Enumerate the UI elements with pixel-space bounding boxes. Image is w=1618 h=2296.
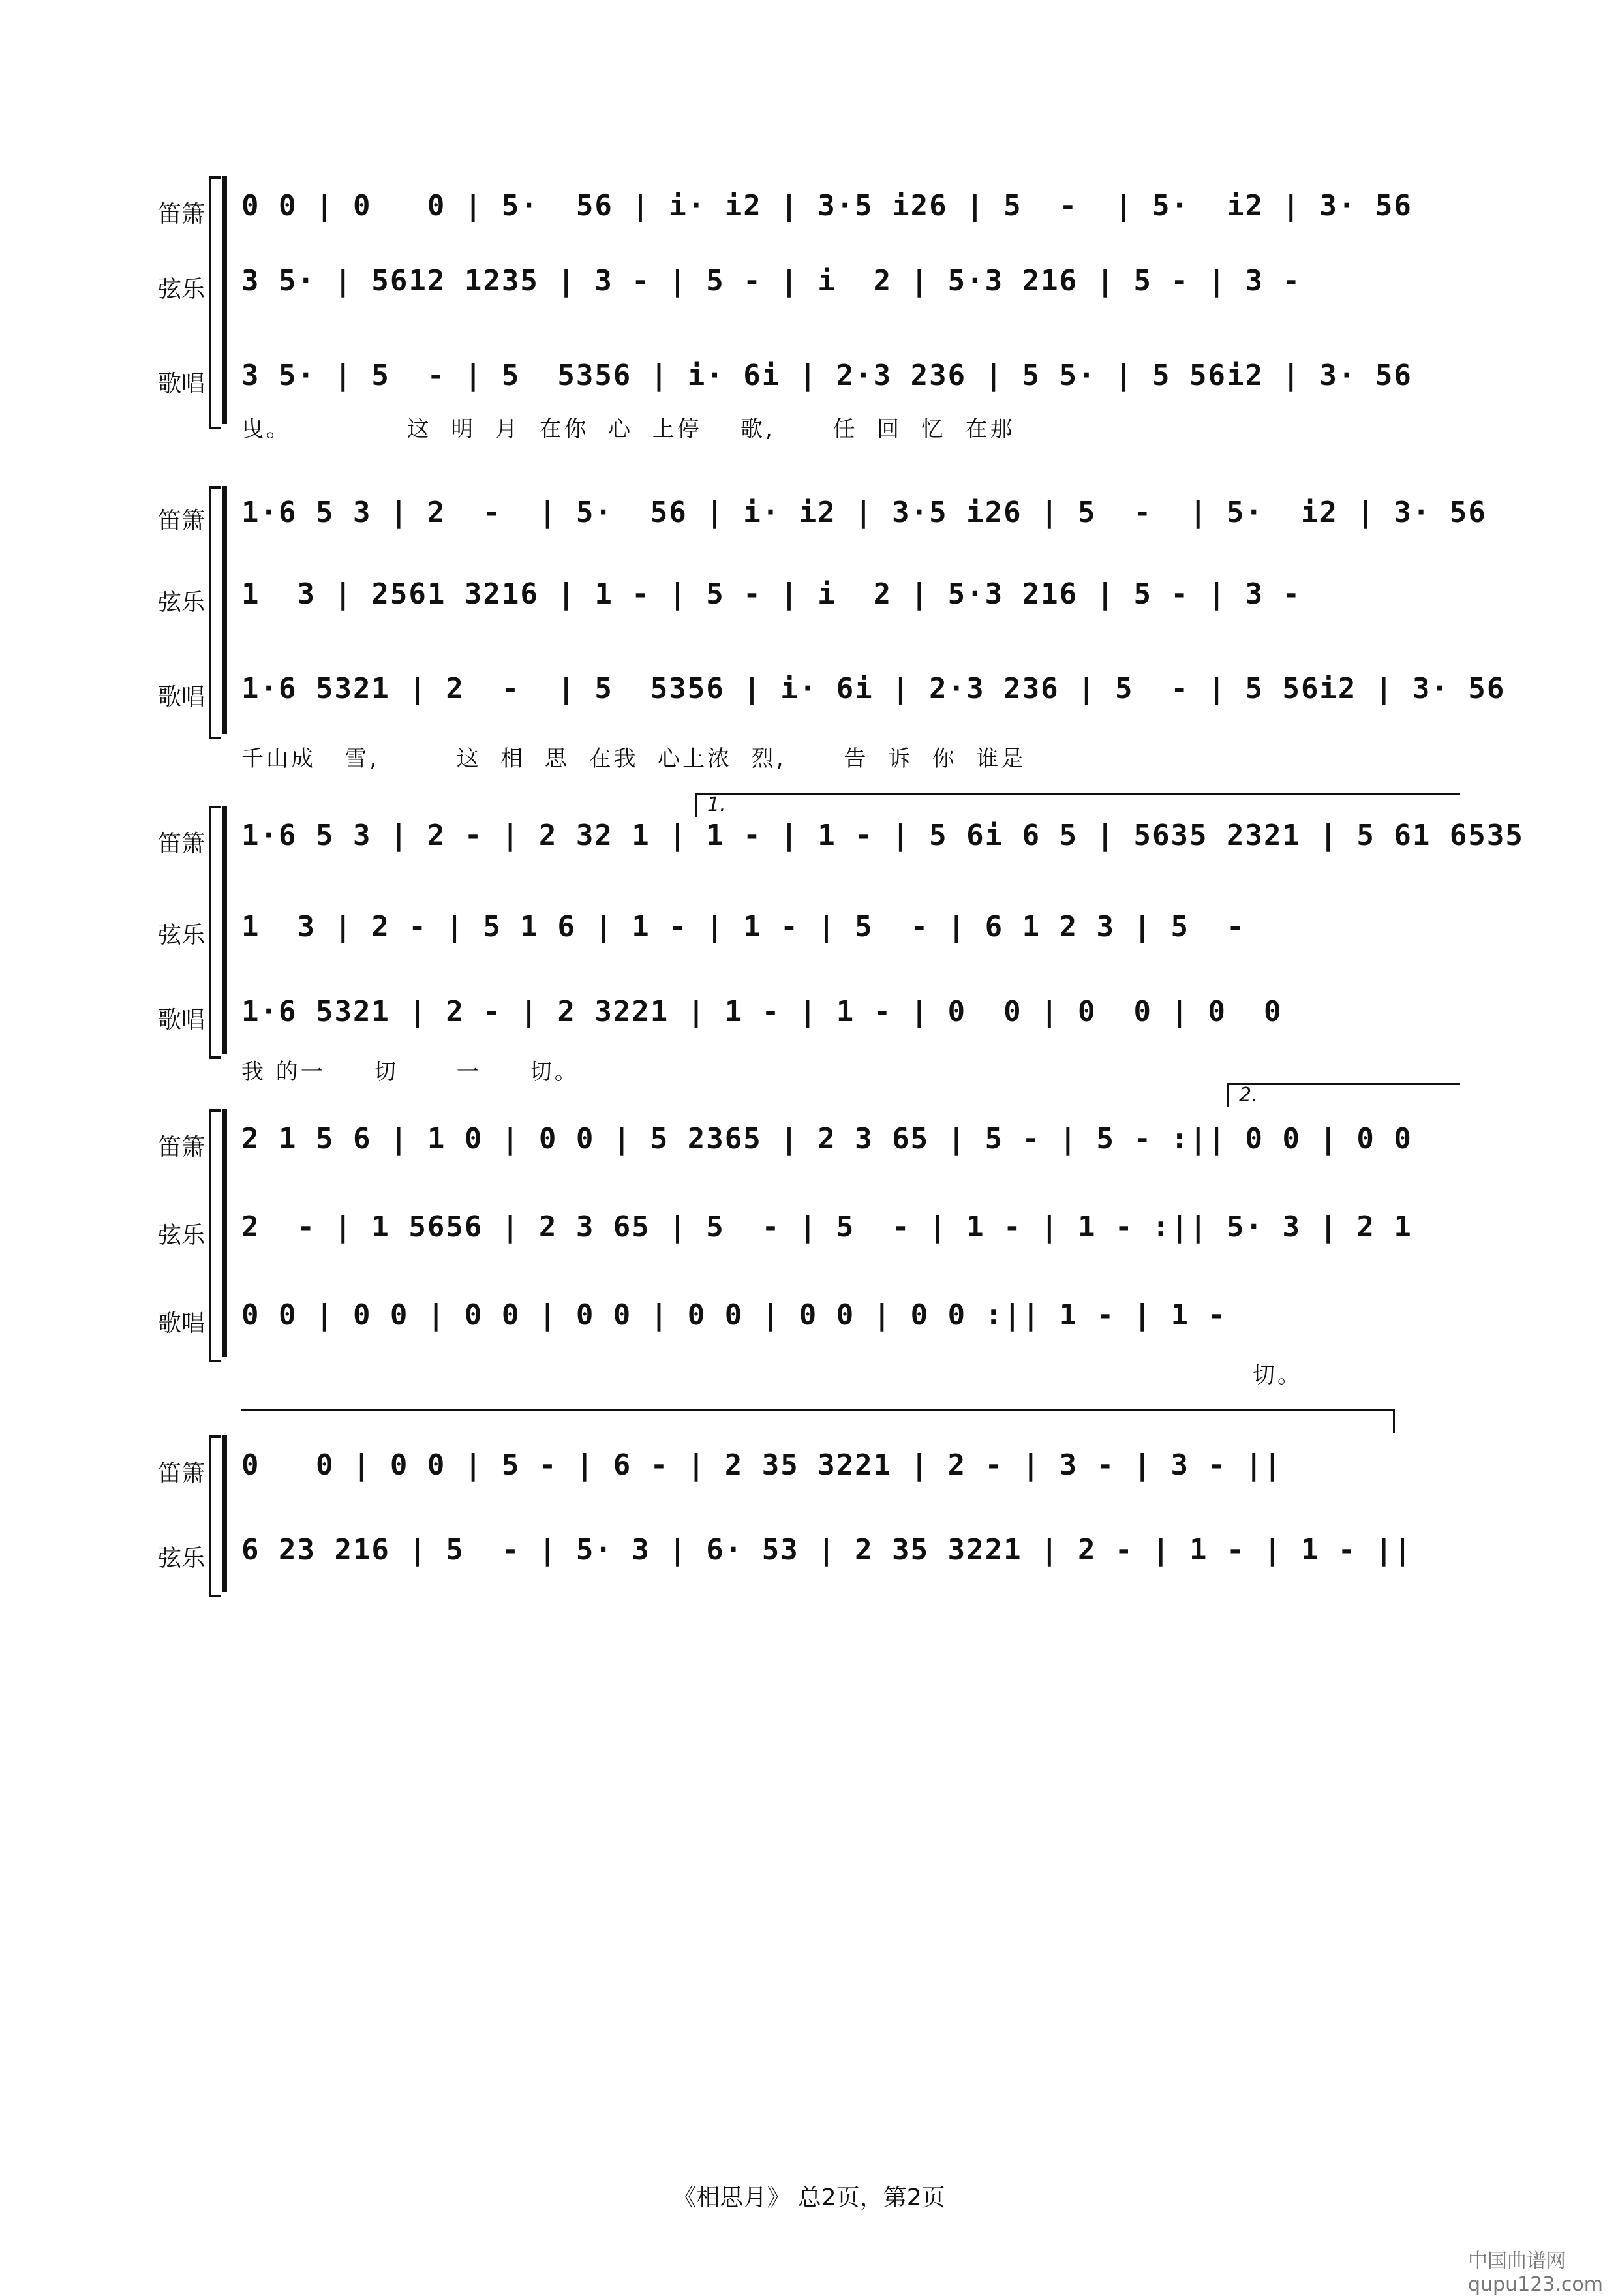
- staff-flute: [241, 489, 1487, 535]
- label-flute: 笛箫: [157, 1460, 205, 1487]
- staff-strings: [241, 1204, 1412, 1249]
- notation-flute: 0 0 | 0 0 | 5· 56 | i· i2 | 3·5 i26 | 5 - | 5· i2 | 3· 56: [241, 189, 1412, 222]
- system-bracket: [209, 1435, 221, 1597]
- notation-strings: 6 23 216 | 5 - | 5· 3 | 6· 53 | 2 35 3221 | 2 - | 1 - | 1 - ||: [241, 1533, 1412, 1567]
- staff-vocal: [241, 988, 1282, 1034]
- label-strings: 弦乐: [157, 589, 205, 616]
- label-vocal: 歌唱: [157, 1310, 205, 1337]
- notation-vocal: 1·6 5321 | 2 - | 5 5356 | i· 6i | 2·3 236 | 5 - | 5 56i2 | 3· 56: [241, 671, 1506, 705]
- label-flute: 笛箫: [157, 508, 205, 534]
- volta-label: 1.: [707, 793, 726, 816]
- notation-strings: 2 - | 1 5656 | 2 3 65 | 5 - | 5 - | 1 - | 1 - :|| 5· 3 | 2 1: [241, 1210, 1412, 1244]
- site-watermark: 中国曲谱网 qupu123.com: [1468, 2250, 1603, 2296]
- label-strings: 弦乐: [157, 922, 205, 949]
- label-flute: 笛箫: [157, 1134, 205, 1161]
- system-bracket: [209, 176, 221, 429]
- score-system-1: [0, 170, 1618, 442]
- staff-flute: [241, 183, 1412, 228]
- system-barline: [222, 176, 227, 424]
- notation-flute: 0 0 | 0 0 | 5 - | 6 - | 2 35 3221 | 2 - | 3 - | 3 - ||: [241, 1448, 1283, 1482]
- notation-flute: 2 1 5 6 | 1 0 | 0 0 | 5 2365 | 2 3 65 | 5 - | 5 - :|| 0 0 | 0 0: [241, 1122, 1412, 1156]
- notation-strings: 1 3 | 2561 3216 | 1 - | 5 - | i 2 | 5·3 216 | 5 - | 3 -: [241, 577, 1301, 611]
- staff-strings: [241, 1527, 1412, 1572]
- label-vocal: 歌唱: [157, 1007, 205, 1033]
- system-barline: [222, 1435, 227, 1592]
- second-ending-bracket: [1227, 1083, 1460, 1107]
- notation-flute: 1·6 5 3 | 2 - | 5· 56 | i· i2 | 3·5 i26 | 5 - | 5· i2 | 3· 56: [241, 495, 1487, 529]
- label-strings: 弦乐: [157, 1222, 205, 1249]
- score-system-4: [0, 1083, 1618, 1390]
- notation-vocal: 1·6 5321 | 2 - | 2 3221 | 1 - | 1 - | 0 0 | 0 0 | 0 0: [241, 994, 1283, 1028]
- volta-label: 2.: [1239, 1084, 1258, 1107]
- score-system-3: [0, 793, 1618, 1085]
- staff-flute: [241, 812, 1524, 858]
- label-strings: 弦乐: [157, 276, 205, 303]
- system-bracket: [209, 486, 221, 739]
- staff-flute: [241, 1442, 1282, 1488]
- label-vocal: 歌唱: [157, 371, 205, 397]
- system-barline: [222, 486, 227, 734]
- staff-flute: [241, 1116, 1412, 1161]
- label-flute: 笛箫: [157, 201, 205, 228]
- lyrics-line: 切。: [1253, 1362, 1302, 1388]
- slur-bracket: [241, 1409, 1395, 1433]
- lyrics-line: 我 的一 切 一 切。: [241, 1059, 579, 1085]
- notation-strings: 3 5· | 5612 1235 | 3 - | 5 - | i 2 | 5·3 216 | 5 - | 3 -: [241, 264, 1301, 298]
- label-strings: 弦乐: [157, 1545, 205, 1572]
- system-barline: [222, 806, 227, 1054]
- staff-vocal: [241, 352, 1412, 398]
- staff-strings: [241, 258, 1301, 303]
- page-footer: 《相思月》 总2页，第2页: [673, 2184, 945, 2211]
- notation-strings: 1 3 | 2 - | 5 1 6 | 1 - | 1 - | 5 - | 6 1 2 3 | 5 -: [241, 910, 1245, 943]
- notation-vocal: 3 5· | 5 - | 5 5356 | i· 6i | 2·3 236 | 5 5· | 5 56i2 | 3· 56: [241, 358, 1412, 392]
- system-barline: [222, 1109, 227, 1357]
- notation-vocal: 0 0 | 0 0 | 0 0 | 0 0 | 0 0 | 0 0 | 0 0 :|| 1 - | 1 -: [241, 1298, 1227, 1332]
- staff-strings: [241, 904, 1245, 949]
- lyrics-line: 曳。 这 明 月 在你 心 上停 歌, 任 回 忆 在那: [241, 416, 1015, 442]
- staff-strings: [241, 571, 1301, 617]
- staff-vocal: [241, 666, 1505, 711]
- system-bracket: [209, 806, 221, 1059]
- system-bracket: [209, 1109, 221, 1362]
- lyrics-line: 千山成 雪, 这 相 思 在我 心上浓 烈, 告 诉 你 谁是: [241, 746, 1026, 772]
- label-vocal: 歌唱: [157, 684, 205, 711]
- notation-flute: 1·6 5 3 | 2 - | 2 32 1 | 1 - | 1 - | 5 6i 6 5 | 5635 2321 | 5 61 6535: [241, 818, 1524, 852]
- staff-vocal: [241, 1292, 1227, 1338]
- score-system-5: [0, 1409, 1618, 1605]
- label-flute: 笛箫: [157, 831, 205, 857]
- score-system-2: [0, 480, 1618, 772]
